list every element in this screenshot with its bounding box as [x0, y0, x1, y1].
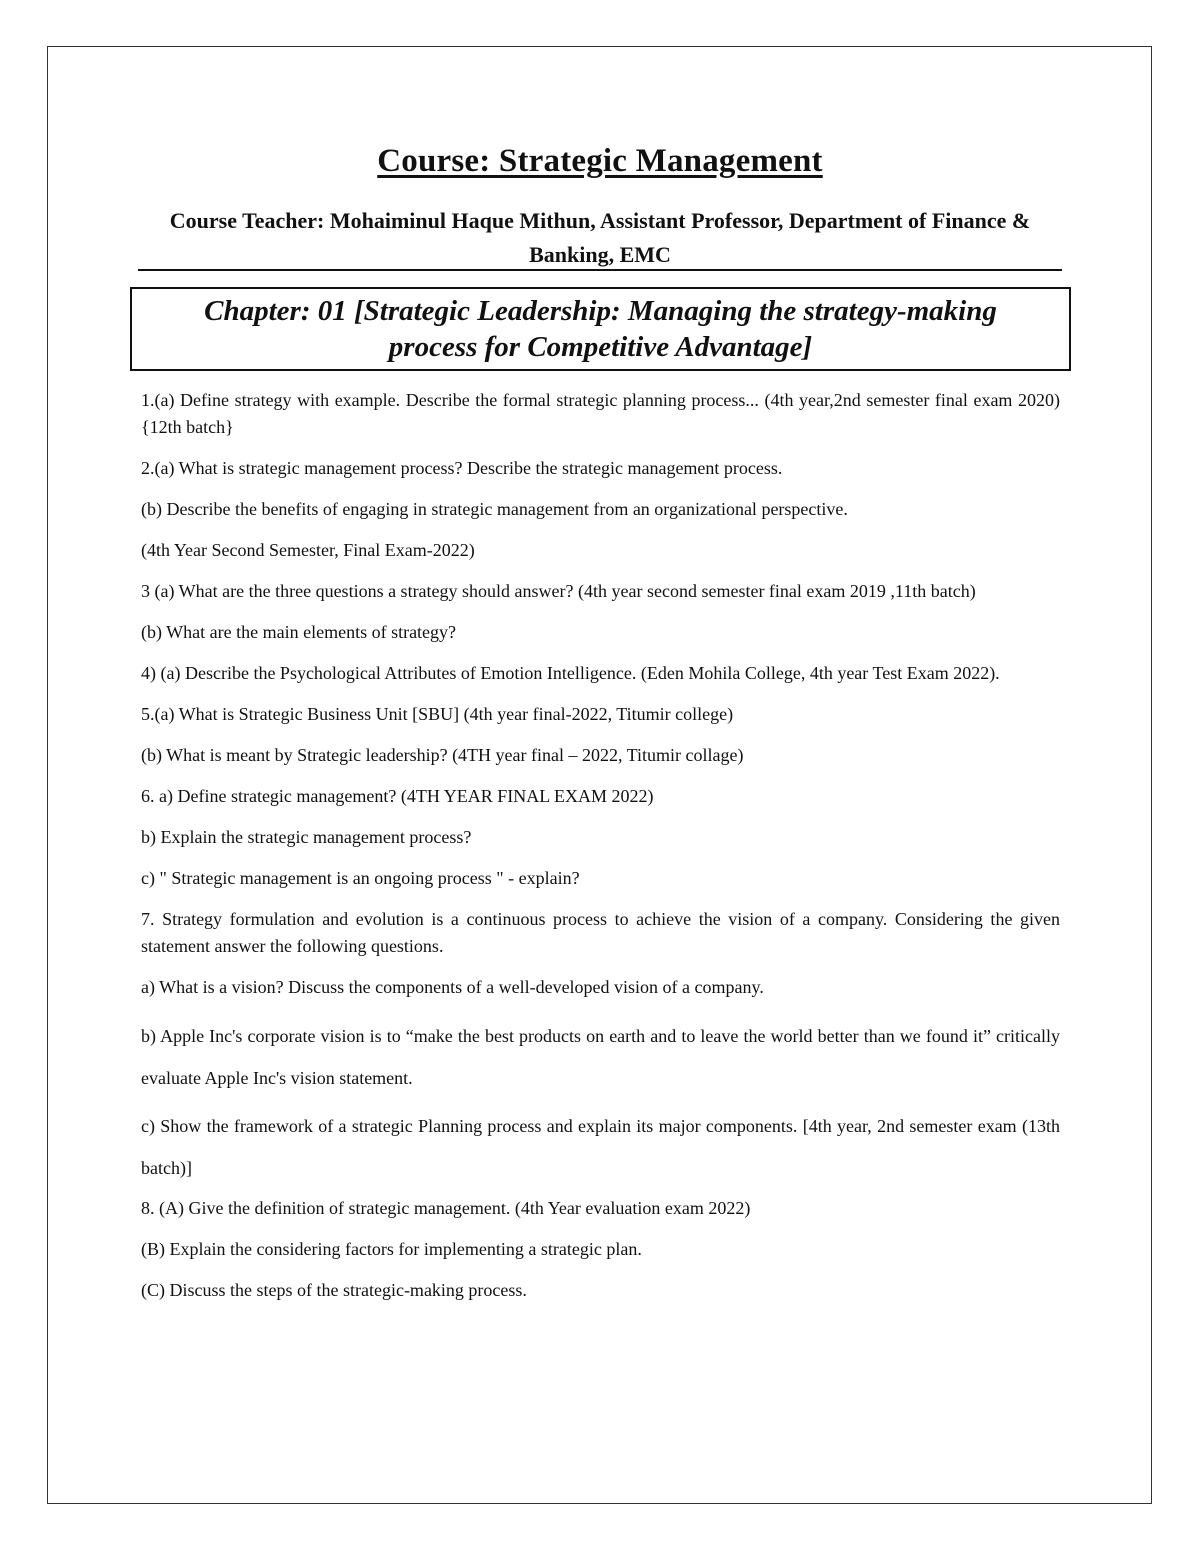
question-item: (C) Discuss the steps of the strategic-making process. [141, 1280, 527, 1300]
course-title: Course: Strategic Management [377, 143, 823, 179]
question-item: 2.(a) What is strategic management process? Describe the strategic management process. [141, 458, 783, 478]
question-item: 7. Strategy formulation and evolution is a continuous process to achieve the vision of a company. Considering the given statement answer the following questions. [141, 909, 1060, 956]
question-item: b) Explain the strategic management process? [141, 827, 472, 847]
question-list [141, 387, 1060, 1318]
header-divider [138, 269, 1062, 271]
question-item: (b) What is meant by Strategic leadership? (4TH year final – 2022, Titumir collage) [141, 745, 744, 765]
question-item: 3 (a) What are the three questions a strategy should answer? (4th year second semester final exam 2019 ,11th batch) [141, 581, 976, 601]
question-item: b) Apple Inc's corporate vision is to “make the best products on earth and to leave the world better than we found it” critically evaluate Apple Inc's vision statement. [141, 1026, 1060, 1088]
question-item: (b) Describe the benefits of engaging in strategic management from an organizational perspective. [141, 499, 848, 519]
question-item: 6. a) Define strategic management? (4TH YEAR FINAL EXAM 2022) [141, 786, 654, 806]
chapter-box [130, 287, 1071, 371]
question-item: a) What is a vision? Discuss the components of a well-developed vision of a company. [141, 977, 764, 997]
question-item: 1.(a) Define strategy with example. Describe the formal strategic planning process... (4th year,2nd semester final exam 2020) {12th batch} [141, 390, 1060, 437]
course-teacher-line: Course Teacher: Mohaiminul Haque Mithun, Assistant Professor, Department of Finance & Banking, EMC [169, 208, 1031, 267]
question-item: (B) Explain the considering factors for implementing a strategic plan. [141, 1239, 642, 1259]
question-item: 8. (A) Give the definition of strategic management. (4th Year evaluation exam 2022) [141, 1198, 751, 1218]
question-item: 4) (a) Describe the Psychological Attributes of Emotion Intelligence. (Eden Mohila College, 4th year Test Exam 2022). [141, 663, 1000, 683]
question-item: c) " Strategic management is an ongoing process " - explain? [141, 868, 580, 888]
question-item: (4th Year Second Semester, Final Exam-2022) [141, 540, 475, 560]
chapter-title: Chapter: 01 [Strategic Leadership: Managing the strategy-making process for Competitive Advantage] [204, 295, 997, 363]
question-item: c) Show the framework of a strategic Planning process and explain its major components. [4th year, 2nd semester exam (13th batch)] [141, 1116, 1060, 1178]
question-item: 5.(a) What is Strategic Business Unit [SBU] (4th year final-2022, Titumir college) [141, 704, 734, 724]
question-item: (b) What are the main elements of strategy? [141, 622, 457, 642]
